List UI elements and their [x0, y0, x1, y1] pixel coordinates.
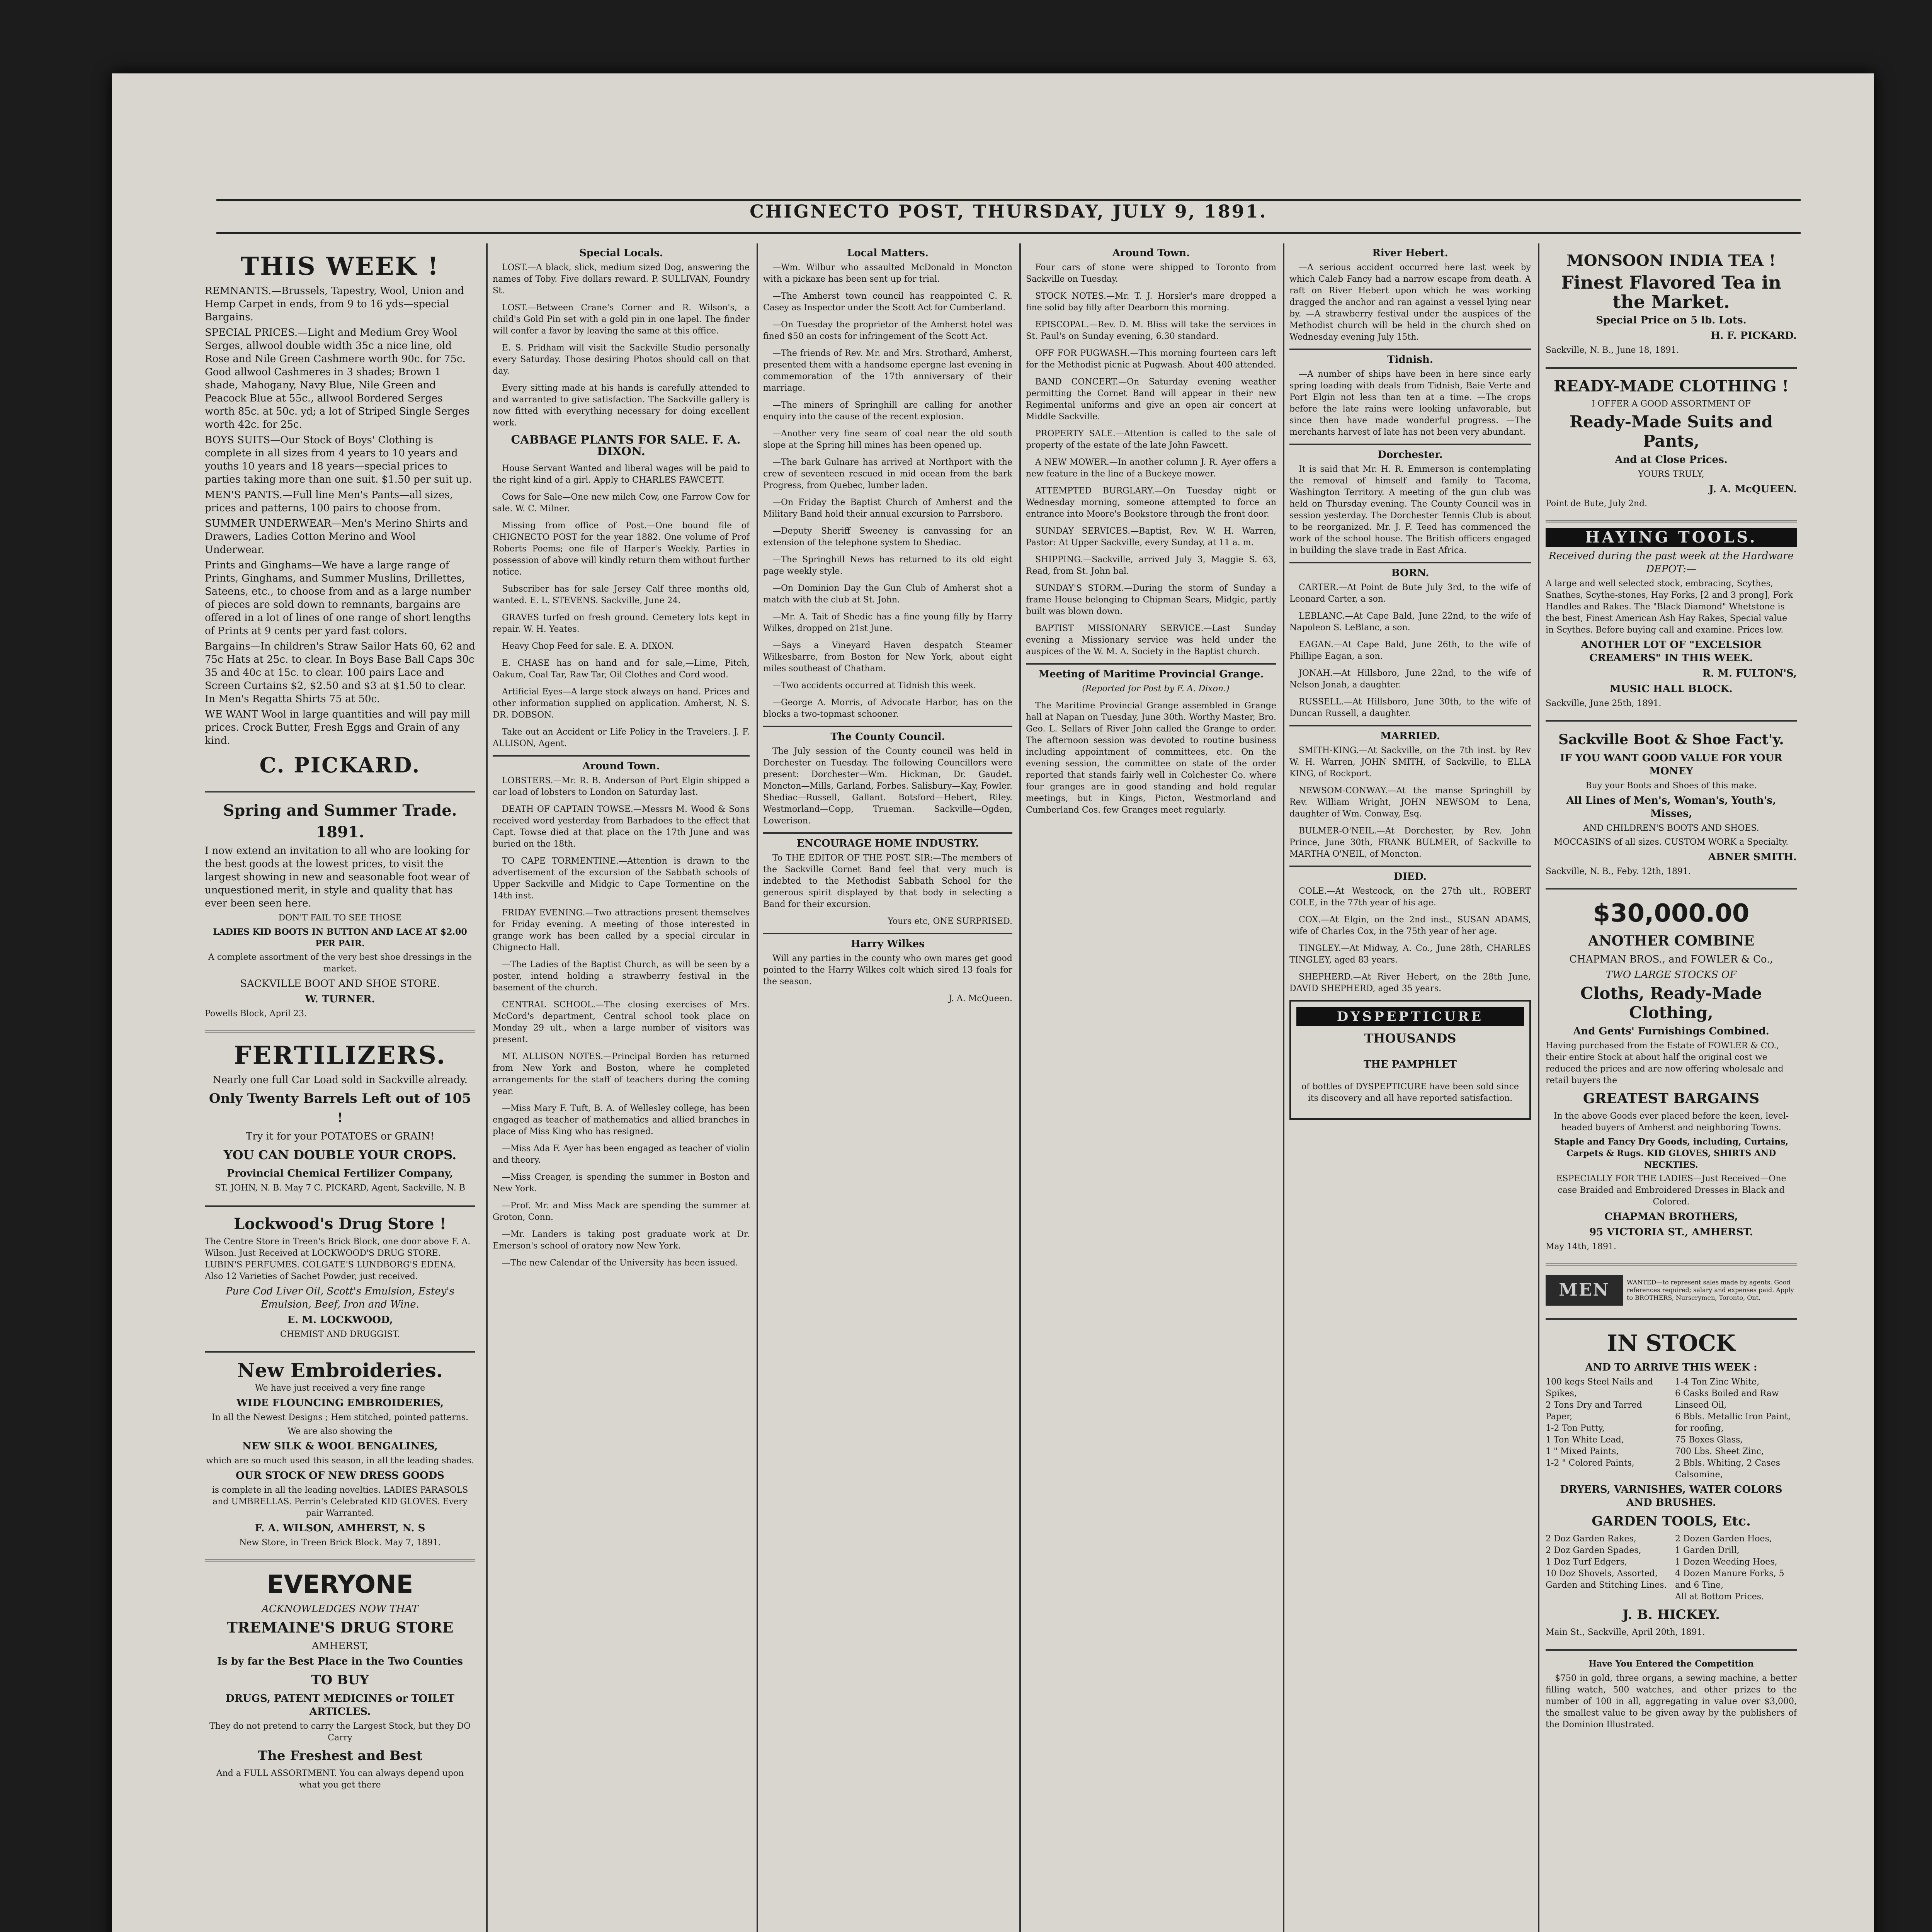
article-item: GRAVES turfed on fresh ground. Cemetery lots kept in repair. W. H. Yeates. — [493, 613, 750, 634]
ad-line: which are so much used this season, in all the leading shades. — [206, 1456, 474, 1466]
stock-item: 2 Doz Garden Spades, — [1546, 1546, 1641, 1555]
article-item: E. CHASE has on hand and for sale,—Lime, Pitch, Oakum, Coal Tar, Raw Tar, Oil Clothes and Cord wood. — [493, 658, 750, 680]
ad-line: They do not pretend to carry the Largest Stock, but they DO Carry — [209, 1721, 471, 1743]
article-item: LOBSTERS.—Mr. R. B. Anderson of Port Elgin shipped a car load of lobsters to London on Saturday last. — [493, 776, 750, 797]
ad-place: Point de Bute, July 2nd. — [1546, 499, 1648, 509]
ad-subtitle: Finest Flavored Tea in the Market. — [1561, 272, 1781, 312]
ad-line: Buy your Boots and Shoes of this make. — [1585, 781, 1757, 791]
article-item: —George A. Morris, of Advocate Harbor, has on the blocks a two-topmast schooner. — [763, 698, 1012, 719]
article-item: Missing from office of Post.—One bound file of CHIGNECTO POST for the year 1882. One volume of Prof Roberts Poems; one file of Harper's Weekly. Parties in possession of above will kindly return them without further notice. — [493, 521, 750, 577]
section-header: Tidnish. — [1387, 354, 1433, 366]
ad-line: GREATEST BARGAINS — [1583, 1090, 1760, 1107]
ad-title: MONSOON INDIA TEA ! — [1566, 252, 1776, 270]
ad-line: TWO LARGE STOCKS OF — [1605, 969, 1737, 981]
ad-title: IN STOCK — [1607, 1330, 1736, 1356]
embroideries-ad — [205, 1353, 475, 1561]
ready-made-ad — [1546, 369, 1797, 522]
stock-item: 1 " Mixed Paints, — [1546, 1447, 1619, 1456]
article-item: ATTEMPTED BURGLARY.—On Tuesday night or Wednesday morning, someone attempted to force an entrance into Moore's Bookstore through the front door. — [1026, 486, 1276, 519]
stock-item: 6 Casks Boiled and Raw Linseed Oil, — [1675, 1389, 1779, 1410]
article-item: SUNDAY'S STORM.—During the storm of Sunday a frame House belonging to Chipman Sears, Midgic, partly built was blown down. — [1026, 583, 1276, 616]
column-rule — [757, 243, 758, 1932]
ad-line: Prints and Ginghams—We have a large range of Prints, Ginghams, and Summer Muslins, Drillettes, Sateens, etc., to choose from and as a large number of pieces are sold down to remnants, bargains are offered in a lot of lines of one range of short lengths of Prints at 9 cents per yard fast colors. — [205, 560, 471, 637]
ad-body: The Centre Store in Treen's Brick Block, one door above F. A. Wilson. Just Received at LOCKWOOD'S DRUG STORE. LUBIN'S PERFUMES. COLGATE'S LUNDBORG'S EDENA. Also 12 Varieties of Sachet Powder, just received. — [205, 1237, 471, 1281]
ad-line: THE PAMPHLET — [1364, 1059, 1457, 1070]
article-item: —Prof. Mr. and Miss Mack are spending the summer at Groton, Conn. — [493, 1201, 750, 1222]
stock-item: 2 Bbls. Whiting, 2 Cases Calsomine, — [1675, 1458, 1781, 1480]
ad-place: Sackville, N. B., June 18, 1891. — [1546, 345, 1679, 355]
ad-line: A complete assortment of the very best shoe dressings in the market. — [208, 952, 472, 974]
article-body: To THE EDITOR OF THE POST. SIR:—The members of the Sackville Cornet Band feel that very much is indebted to the Methodist Sabbath School for the generous spirit displayed by that body in selecting a Band for their excursion. — [763, 853, 1012, 909]
article-item: STOCK NOTES.—Mr. T. J. Horsler's mare dropped a fine solid bay filly after Dearborn this morning. — [1026, 291, 1276, 313]
section-header: DIED. — [1393, 871, 1427, 883]
article-item: —Miss Creager, is spending the summer in Boston and New York. — [493, 1172, 750, 1194]
ad-line: YOU CAN DOUBLE YOUR CROPS. — [223, 1148, 457, 1162]
ad-title: FERTILIZERS. — [234, 1041, 446, 1070]
ad-line: In all the Newest Designs ; Hem stitched, pointed patterns. — [211, 1413, 469, 1422]
ad-line: ST. JOHN, N. B. May 7 C. PICKARD, Agent, Sackville, N. B — [215, 1183, 465, 1193]
stock-list — [1546, 1533, 1797, 1603]
section-header: Around Town. — [1112, 247, 1190, 259]
article-item: LOST.—Between Crane's Corner and R. Wilson's, a child's Gold Pin set with a gold pin in one lapel. The finder will confer a favor by leaving the same at this office. — [493, 303, 750, 336]
ad-line: WIDE FLOUNCING EMBROIDERIES, — [236, 1397, 444, 1409]
article-item: Cows for Sale—One new milch Cow, one Farrow Cow for sale. W. C. Milner. — [493, 492, 750, 514]
ad-line: Is by far the Best Place in the Two Counties — [217, 1656, 463, 1667]
section-header: BORN. — [1391, 567, 1429, 579]
article-item: E. S. Pridham will visit the Sackville Studio personally every Saturday. Those desiring Photos should call on that day. — [493, 343, 750, 376]
ad-line: AND CHILDREN'S BOOTS AND SHOES. — [1583, 823, 1759, 833]
newspaper-page — [112, 73, 1874, 1932]
section-header: Meeting of Maritime Provincial Grange. — [1038, 668, 1264, 680]
column-rule — [1019, 243, 1021, 1932]
divider — [1289, 562, 1531, 563]
article-item: CABBAGE PLANTS FOR SALE. F. A. DIXON. — [511, 433, 741, 458]
ad-body: WANTED—to represent sales made by agents. Good references required; salary and expenses paid. Apply to BROTHERS, Nurserymen, Toronto, Ont. — [1627, 1279, 1794, 1301]
ad-title: HAYING TOOLS. — [1546, 528, 1797, 547]
ad-line: Staple and Fancy Dry Goods, including, Curtains, Carpets & Rugs. KID GLOVES, SHIRTS AND NECKTIES. — [1554, 1137, 1789, 1170]
article-item: CENTRAL SCHOOL.—The closing exercises of Mrs. McCord's department, Central school took place on Monday 29 ult., when a large number of visitors was present. — [493, 1000, 750, 1044]
ad-line: We have just received a very fine range — [255, 1383, 425, 1393]
ad-line: IF YOU WANT GOOD VALUE FOR YOUR MONEY — [1560, 752, 1782, 777]
stock-item: 1-2 Ton Putty, — [1546, 1423, 1605, 1433]
notice-item: COLE.—At Westcock, on the 27th ult., ROBERT COLE, in the 77th year of his age. — [1289, 886, 1531, 908]
section-header: The County Council. — [830, 731, 945, 743]
ad-title: READY-MADE CLOTHING ! — [1553, 377, 1789, 395]
stock-item: 100 kegs Steel Nails and Spikes, — [1546, 1377, 1653, 1398]
ad-line: ACKNOWLEDGES NOW THAT — [262, 1603, 418, 1615]
ad-line: NEW SILK & WOOL BENGALINES, — [242, 1440, 438, 1452]
article-item: PROPERTY SALE.—Attention is called to the sale of property of the estate of the late John Fawcett. — [1026, 429, 1276, 450]
ad-line: Special Price on 5 lb. Lots. — [1596, 315, 1747, 326]
article-item: Artificial Eyes—A large stock always on hand. Prices and other information supplied on application. Amherst, N. S. DR. DOBSON. — [493, 687, 750, 720]
stock-item: Garden and Stitching Lines. — [1546, 1580, 1667, 1590]
article-item: —The Ladies of the Baptist Church, as will be seen by a poster, intend holding a strawberry festival in the basement of the church. — [493, 960, 750, 993]
column-rule — [1538, 243, 1539, 1932]
ad-line: Ready-Made Suits and Pants, — [1569, 412, 1773, 451]
section-header: Around Town. — [582, 760, 660, 772]
section-header: Have You Entered the Competition — [1588, 1659, 1754, 1669]
article-item: Heavy Chop Feed for sale. E. A. DIXON. — [502, 641, 674, 651]
ad-line: LADIES KID BOOTS IN BUTTON AND LACE AT $2.00 PER PAIR. — [213, 927, 467, 949]
turner-ad — [205, 793, 475, 1032]
article-body: Will any parties in the county who own mares get good pointed to the Harry Wilkes colt which sired 13 foals for the season. — [763, 954, 1012, 986]
divider — [763, 933, 1012, 934]
ad-line: Provincial Chemical Fertilizer Company, — [227, 1168, 453, 1179]
article-item: BAPTIST MISSIONARY SERVICE.—Last Sunday evening a Missionary service was held under the auspices of the W. M. A. Society in the Baptist church. — [1026, 624, 1276, 656]
ad-place: Sackville, N. B., Feby. 12th, 1891. — [1546, 867, 1691, 876]
in-stock-ad — [1546, 1320, 1797, 1651]
column-1 — [205, 243, 475, 1932]
column-3 — [763, 243, 1012, 1932]
lockwood-ad — [205, 1207, 475, 1353]
ad-body: of bottles of DYSPEPTICURE have been sold since its discovery and all have reported satisfaction. — [1301, 1082, 1519, 1103]
article-item: House Servant Wanted and liberal wages will be paid to the right kind of a girl. Apply to CHARLES FAWCETT. — [493, 464, 750, 485]
stock-item: 1 Ton White Lead, — [1546, 1435, 1624, 1445]
advertiser-name: E. M. LOCKWOOD, — [287, 1314, 393, 1326]
article-body: It is said that Mr. H. R. Emmerson is contemplating the removal of himself and family to Tacoma, Washington Territory. A meeting of the gun club was held on Thursday evening. The County Council was in session yesterday. The Dorchester Tennis Club is about to be reorganized. Mr. J. F. Teed has commenced the work of the school house. The British officers engaged in building the slave trade in East Africa. — [1289, 464, 1531, 555]
notice-item: JONAH.—At Hillsboro, June 22nd, to the wife of Nelson Jonah, a daughter. — [1289, 668, 1531, 690]
ad-line: SUMMER UNDERWEAR—Men's Merino Shirts and Drawers, Ladies Cotton Merino and Wool Underwear. — [205, 518, 468, 556]
article-item: —Miss Mary F. Tuft, B. A. of Wellesley college, has been engaged as teacher of mathematics and allied branches in place of Miss King who has resigned. — [493, 1104, 750, 1136]
advertiser-name: CHAPMAN BROTHERS, — [1604, 1211, 1738, 1223]
article-item: —Miss Ada F. Ayer has been engaged as teacher of violin and theory. — [493, 1144, 750, 1165]
masthead — [216, 201, 1801, 234]
masthead-text: CHIGNECTO POST, THURSDAY, JULY 9, 1891. — [750, 201, 1267, 222]
article-item: DEATH OF CAPTAIN TOWSE.—Messrs M. Wood & Sons received word yesterday from Barbadoes to the effect that Capt. Towse died at that place on the 17th June and was buried on the 18th. — [493, 804, 750, 849]
advertiser-name: W. TURNER. — [305, 993, 375, 1005]
ad-line: CHEMIST AND DRUGGIST. — [280, 1330, 400, 1339]
stock-item: All at Bottom Prices. — [1675, 1592, 1764, 1602]
ad-line: The Freshest and Best — [257, 1748, 423, 1764]
advertiser-name: ABNER SMITH. — [1708, 851, 1797, 863]
article-signature: J. A. McQueen. — [948, 994, 1012, 1003]
ad-line: And a FULL ASSORTMENT. You can always depend upon what you get there — [216, 1769, 464, 1790]
ad-line: GARDEN TOOLS, Etc. — [1592, 1514, 1751, 1529]
ad-line: DRUGS, PATENT MEDICINES or TOILET ARTICLES. — [226, 1693, 454, 1718]
ad-line: 95 VICTORIA ST., AMHERST. — [1589, 1226, 1753, 1238]
advertiser-name: R. M. FULTON'S, — [1702, 668, 1797, 679]
section-header: River Hebert. — [1372, 247, 1448, 259]
ad-line: SACKVILLE BOOT AND SHOE STORE. — [240, 978, 440, 990]
article-item: Every sitting made at his hands is carefully attended to and warranted to give satisfaction. The Sackville gallery is now fitted with everything necessary for doing excellent work. — [493, 383, 750, 428]
advertiser-name: H. F. PICKARD. — [1710, 330, 1797, 342]
stock-item: 4 Dozen Manure Forks, 5 and 6 Tine, — [1675, 1569, 1784, 1590]
ad-line: ANOTHER COMBINE — [1588, 933, 1755, 949]
column-rule — [486, 243, 488, 1932]
ad-line: WE WANT Wool in large quantities and will pay mill prices. Crock Butter, Fresh Eggs and Grain of any kind. — [205, 709, 470, 747]
stock-item: 1 Doz Turf Edgers, — [1546, 1557, 1627, 1567]
ad-title: New Embroideries. — [237, 1359, 443, 1382]
dyspepticure-ad — [1289, 1000, 1531, 1120]
section-header: Local Matters. — [847, 247, 929, 259]
section-header: MARRIED. — [1380, 730, 1440, 742]
article-item: —Wm. Wilbur who assaulted McDonald in Moncton with a pickaxe has been sent up for trial. — [763, 263, 1012, 284]
ad-line: Nearly one full Car Load sold in Sackville already. — [213, 1074, 468, 1086]
divider — [763, 832, 1012, 834]
ad-line: BOYS SUITS—Our Stock of Boys' Clothing is complete in all sizes from 4 years to 10 years and youths 10 years and 18 years—special prices to parties taking more than one suit. $1.50 per suit up. — [205, 434, 472, 485]
ad-body: Having purchased from the Estate of FOWLER & CO., their entire Stock at about half the original cost we reduced the prices and are now offering wholesale and retail buyers the — [1546, 1041, 1784, 1085]
stock-item: 1-2 " Colored Paints, — [1546, 1458, 1634, 1468]
article-item: —On Dominion Day the Gun Club of Amherst shot a match with the club at St. John. — [763, 583, 1012, 605]
section-header: Dorchester. — [1378, 449, 1443, 461]
ad-line: MUSIC HALL BLOCK. — [1610, 683, 1733, 695]
stock-item: 6 Bbls. Metallic Iron Paint, for roofing, — [1675, 1412, 1791, 1433]
ad-line: YOURS TRULY, — [1638, 469, 1704, 479]
ad-line: In the above Goods ever placed before the keen, level-headed buyers of Amherst and neighboring Towns. — [1553, 1111, 1789, 1133]
article-item: —Deputy Sheriff Sweeney is canvassing for an extension of the telephone system to Shediac. — [763, 526, 1012, 548]
column-rule — [1283, 243, 1284, 1932]
ad-line: DON'T FAIL TO SEE THOSE — [278, 913, 402, 923]
ad-place: May 14th, 1891. — [1546, 1242, 1617, 1252]
ad-line: ANOTHER LOT OF "EXCELSIOR CREAMERS" IN THIS WEEK. — [1581, 639, 1762, 664]
article-item: OFF FOR PUGWASH.—This morning fourteen cars left for the Methodist picnic at Pugwash. About 400 attended. — [1026, 349, 1276, 370]
article-item: EPISCOPAL.—Rev. D. M. Bliss will take the services in St. Paul's on Sunday evening, 6.30 standard. — [1026, 320, 1276, 341]
article-item: FRIDAY EVENING.—Two attractions present themselves for Friday evening. A meeting of those interested in grange work has been called by a special circular in Chignecto Hall. — [493, 908, 750, 952]
haying-tools-ad — [1546, 522, 1797, 722]
ad-subtitle: Received during the past week at the Hardware DEPOT:— — [1549, 550, 1794, 575]
ad-title: EVERYONE — [267, 1570, 413, 1599]
article-body: —A number of ships have been in here since early spring loading with deals from Tidnish, Baie Verte and Port Elgin not less than ten at a time. —The crops before the late rains were looking unfavorable, but since then have made wonderful progress. —The merchants harvest of late has not been very abundant. — [1289, 369, 1531, 437]
ad-title: Sackville Boot & Shoe Fact'y. — [1558, 731, 1784, 748]
ad-line: ESPECIALLY FOR THE LADIES—Just Received—One case Braided and Embroidered Dresses in Black and Colored. — [1556, 1174, 1786, 1207]
column-4 — [1026, 243, 1276, 1932]
stock-item: 700 Lbs. Sheet Zinc, — [1675, 1447, 1764, 1456]
article-body: The Maritime Provincial Grange assembled in Grange hall at Napan on Tuesday, June 30th. Worthy Master, Bro. Geo. L. Sellars of River John called the Grange to order. The afternoon session was devoted to routine business including appointment of committees, etc. On the evening session, the committee on state of the order reported that stands fairly well in Colchester Co. where four granges are in good standing and hold regular meetings, but in Kings, Picton, Westmorland and Cumberland Cos. few Granges meet regularly. — [1026, 701, 1276, 815]
article-item: —On Friday the Baptist Church of Amherst and the Military Band hold their annual excursion to Parrsboro. — [763, 498, 1012, 519]
article-item: —The friends of Rev. Mr. and Mrs. Strothard, Amherst, presented them with a handsome epergne last evening in commemoration of the 17th anniversary of their marriage. — [763, 349, 1012, 393]
advertiser-name: J. A. McQUEEN. — [1709, 483, 1797, 495]
notice-item: EAGAN.—At Cape Bald, June 26th, to the wife of Phillipe Eagan, a son. — [1289, 640, 1531, 661]
article-item: —Mr. A. Tait of Shedic has a fine young filly by Harry Wilkes, dropped on 21st June. — [763, 612, 1012, 633]
notice-item: NEWSOM-CONWAY.—At the manse Springhill by Rev. William Wright, JOHN NEWSOM to Lena, daughter of Wm. Conway, Esq. — [1289, 786, 1531, 819]
stock-item: 1-4 Ton Zinc White, — [1675, 1377, 1760, 1387]
advertiser-name: C. PICKARD. — [259, 753, 421, 777]
ad-line: OUR STOCK OF NEW DRESS GOODS — [236, 1470, 444, 1481]
article-body: —A serious accident occurred here last week by which Caleb Fancy had a narrow escape from death. A raft on River Hebert upon which he was working dragged the anchor and ran against a vessel lying near by. —A strawberry festival under the auspices of the Methodist church will be held in the church shed on Wednesday evening July 15th. — [1289, 263, 1531, 342]
tea-ad — [1546, 243, 1797, 369]
ad-line: MEN'S PANTS.—Full line Men's Pants—all sizes, prices and patterns, 100 pairs to choose from. — [205, 489, 453, 514]
ad-line: Bargains—In children's Straw Sailor Hats 60, 62 and 75c Hats at 25c. to clear. In Boys Base Ball Caps 30c 35 and 40c at 15c. to clear. 100 pairs Lace and Screen Curtains $2, $2.50 and $3 at $1.50 to clear. In Men's Regatta Shirts 75 at 50c. — [205, 641, 475, 705]
article-item: —Another very fine seam of coal near the old south slope at the Spring hill mines has been opened up. — [763, 429, 1012, 450]
ad-line: SPECIAL PRICES.—Light and Medium Grey Wool Serges, allwool double width 35c a nice line, old Rose and Nile Green Cashmere worth 90c. for 75c. Good allwool Cashmeres in 3 shades; Brown 1 shade, Mahogany, Navy Blue, Nile Green and Peacock Blue at 55c., allwool Bordered Serges worth 85c. at 50c. yd; a lot of Striped Single Serges worth 42c. for 25c. — [205, 327, 470, 430]
ad-place: New Store, in Treen Brick Block. May 7, 1891. — [239, 1538, 441, 1548]
article-item: —The miners of Springhill are calling for another enquiry into the cause of the recent explosion. — [763, 400, 1012, 422]
stock-item: 1 Garden Drill, — [1675, 1546, 1740, 1555]
article-item: Subscriber has for sale Jersey Calf three months old, wanted. E. L. STEVENS. Sackville, June 24. — [493, 584, 750, 605]
advertiser-name: J. B. HICKEY. — [1622, 1607, 1720, 1622]
divider — [1289, 349, 1531, 350]
article-byline: (Reported for Post by F. A. Dixon.) — [1082, 684, 1230, 694]
stock-item: 75 Boxes Glass, — [1675, 1435, 1743, 1445]
notice-item: SHEPHERD.—At River Hebert, on the 28th June, DAVID SHEPHERD, aged 35 years. — [1289, 972, 1531, 993]
this-week-title: THIS WEEK ! — [240, 252, 440, 281]
ad-line: All Lines of Men's, Woman's, Youth's, Misses, — [1566, 795, 1776, 820]
article-item: BAND CONCERT.—On Saturday evening weather permitting the Cornet Band will appear in their new Regimental uniforms and give an open air concert at Middle Sackville. — [1026, 377, 1276, 422]
ad-line: Try it for your POTATOES or GRAIN! — [245, 1131, 435, 1142]
article-item: SUNDAY SERVICES.—Baptist, Rev. W. H. Warren, Pastor: At Upper Sackville, every Sunday, at 11 a. m. — [1026, 526, 1276, 548]
notice-item: BULMER-O'NEIL.—At Dorchester, by Rev. John Prince, June 30th, FRANK BULMER, of Sackville to MARTHA O'NEIL, of Moncton. — [1289, 826, 1531, 859]
tremaine-ad — [205, 1561, 475, 1802]
notice-item: CARTER.—At Point de Bute July 3rd, to the wife of Leonard Carter, a son. — [1289, 583, 1531, 604]
column-2 — [493, 243, 750, 1932]
article-item: TO CAPE TORMENTINE.—Attention is drawn to the advertisement of the excursion of the Sabbath schools of Upper Sackville and Midgic to Cape Tormentine on the 14th inst. — [493, 856, 750, 901]
ad-title: Lockwood's Drug Store ! — [233, 1215, 447, 1233]
ad-place: Main St., Sackville, April 20th, 1891. — [1546, 1628, 1705, 1637]
divider — [1289, 725, 1531, 726]
article-body: The July session of the County council was held in Dorchester on Tuesday. The following Councillors were present: Dorchester—Wm. Hickman, Dr. Gaudet. Moncton—Mills, Garland, Forbes. Salisbury—Kay, Fowler. Shediac—Russell, Gallant. Botsford—Hebert, Riley. Westmorland—Copp, Trueman. Sackville—Ogden, Lowerison. — [763, 747, 1012, 826]
ad-line: Only Twenty Barrels Left out of 105 ! — [209, 1091, 471, 1126]
article-item: Take out an Accident or Life Policy in the Travelers. J. F. ALLISON, Agent. — [493, 727, 750, 748]
notice-item: COX.—At Elgin, on the 2nd inst., SUSAN ADAMS, wife of Charles Cox, in the 75th year of her age. — [1289, 915, 1531, 936]
article-item: —Mr. Landers is taking post graduate work at Dr. Emerson's school of oratory now New York. — [493, 1230, 750, 1251]
divider — [1026, 663, 1276, 665]
ad-line: CHAPMAN BROS., and FOWLER & Co., — [1569, 954, 1773, 965]
ad-line: THOUSANDS — [1364, 1031, 1456, 1046]
ad-title: Spring and Summer Trade. — [223, 801, 457, 820]
section-header: ENCOURAGE HOME INDUSTRY. — [796, 838, 979, 849]
section-header: Harry Wilkes — [851, 938, 925, 950]
stock-item: 10 Doz Shovels, Assorted, — [1546, 1569, 1658, 1578]
stock-item: 2 Doz Garden Rakes, — [1546, 1534, 1636, 1544]
article-item: MT. ALLISON NOTES.—Principal Borden has returned from New York and Boston, where he completed arrangements for the staff of teachers during the coming year. — [493, 1052, 750, 1096]
ad-year: 1891. — [316, 823, 364, 841]
article-item: A NEW MOWER.—In another column J. R. Ayer offers a new feature in the line of a Buckeye mower. — [1026, 457, 1276, 479]
fertilizer-ad — [205, 1032, 475, 1207]
ad-line: DRYERS, VARNISHES, WATER COLORS AND BRUSHES. — [1560, 1484, 1782, 1509]
men-stamp: MEN — [1546, 1275, 1623, 1306]
ad-line: is complete in all the leading novelties. LADIES PARASOLS and UMBRELLAS. Perrin's Celebrated KID GLOVES. Every pair Warranted. — [212, 1485, 468, 1518]
ad-title: DYSPEPTICURE — [1296, 1007, 1524, 1026]
stock-item: 1 Dozen Weeding Hoes, — [1675, 1557, 1777, 1567]
divider — [1289, 444, 1531, 445]
article-item: —The bark Gulnare has arrived at Northport with the crew of seventeen rescued in mid ocean from the bark Progress, from Quebec, lumber laden. — [763, 457, 1012, 490]
stock-list — [1546, 1376, 1797, 1481]
ad-line: AMHERST, — [311, 1640, 369, 1652]
article-item: —The Amherst town council has reappointed C. R. Casey as Inspector under the Scott Act for Cumberland. — [763, 291, 1012, 313]
notice-item: TINGLEY.—At Midway, A. Co., June 28th, CHARLES TINGLEY, aged 83 years. — [1289, 944, 1531, 965]
ad-subtitle: AND TO ARRIVE THIS WEEK : — [1585, 1362, 1757, 1373]
combine-ad — [1546, 890, 1797, 1265]
divider — [763, 726, 1012, 727]
notice-item: LEBLANC.—At Cape Bald, June 22nd, to the wife of Napoleon S. LeBlanc, a son. — [1289, 611, 1531, 633]
ad-body: A large and well selected stock, embracing, Scythes, Snathes, Scythe-stones, Hay Forks, [2 and 3 prong], Fork Handles and Rakes. The "Black Diamond" Whetstone is the best, Finest American Ash Hay Rakes, Special value in Scythes. Before buying call and examine. Prices low. — [1546, 579, 1793, 635]
article-item: Four cars of stone were shipped to Toronto from Sackville on Tuesday. — [1026, 263, 1276, 284]
advertiser-name: F. A. WILSON, AMHERST, N. S — [255, 1522, 425, 1534]
men-wanted-ad — [1546, 1265, 1797, 1320]
ad-body: I now extend an invitation to all who are looking for the best goods at the lowest prices, to visit the largest showing in new and seasonable foot wear of unquestioned merit, in style and quality that has ever been seen here. — [205, 845, 470, 909]
divider — [493, 755, 750, 757]
notice-item: RUSSELL.—At Hillsboro, June 30th, to the wife of Duncan Russell, a daughter. — [1289, 697, 1531, 718]
notice-item: SMITH-KING.—At Sackville, on the 7th inst. by Rev W. H. Warren, JOHN SMITH, of Sackville, to ELLA KING, of Rockport. — [1289, 746, 1531, 779]
column-5 — [1289, 243, 1531, 1932]
column-6 — [1546, 243, 1797, 1932]
ad-place: Sackville, June 25th, 1891. — [1546, 699, 1662, 708]
article-item: —On Tuesday the proprietor of the Amherst hotel was fined $50 an costs for infringement of the Scott Act. — [763, 320, 1012, 341]
divider — [1289, 866, 1531, 867]
section-header: Special Locals. — [579, 247, 663, 259]
this-week-ad — [205, 243, 475, 793]
article-signature: Yours etc, ONE SURPRISED. — [888, 917, 1012, 926]
ad-line: Pure Cod Liver Oil, Scott's Emulsion, Estey's Emulsion, Beef, Iron and Wine. — [226, 1286, 454, 1310]
ad-line: We are also showing the — [287, 1427, 393, 1436]
stock-item: 2 Tons Dry and Tarred Paper, — [1546, 1400, 1642, 1422]
stock-item: 2 Dozen Garden Hoes, — [1675, 1534, 1772, 1544]
ad-line: And at Close Prices. — [1615, 454, 1728, 466]
competition-notice — [1546, 1651, 1797, 1731]
boot-factory-ad — [1546, 722, 1797, 890]
ad-line: I OFFER A GOOD ASSORTMENT OF — [1591, 399, 1751, 409]
ad-line: MOCCASINS of all sizes. CUSTOM WORK a Specialty. — [1554, 837, 1789, 847]
ad-line: TREMAINE'S DRUG STORE — [226, 1619, 454, 1636]
ad-place: Powells Block, April 23. — [205, 1009, 307, 1019]
article-body: $750 in gold, three organs, a sewing machine, a better filling watch, 500 watches, and other prizes to the number of 100 in all, aggregating in value over $3,000, the smallest value to be given away by the publishers of the Dominion Illustrated. — [1546, 1673, 1797, 1730]
ad-line: And Gents' Furnishings Combined. — [1573, 1026, 1769, 1037]
ad-line: Cloths, Ready-Made Clothing, — [1580, 984, 1762, 1022]
ad-line: TO BUY — [311, 1672, 369, 1688]
article-item: SHIPPING.—Sackville, arrived July 3, Maggie S. 63, Read, from St. John bal. — [1026, 555, 1276, 576]
article-item: —The Springhill News has returned to its old eight page weekly style. — [763, 555, 1012, 576]
article-item: —The new Calendar of the University has been issued. — [502, 1258, 738, 1268]
ad-line: REMNANTS.—Brussels, Tapestry, Wool, Union and Hemp Carpet in ends, from 9 to 16 yds—special Bargains. — [205, 285, 464, 323]
article-item: —Says a Vineyard Haven despatch Steamer Wilkesbarre, from Boston for New York, about eight miles southeast of Chatham. — [763, 641, 1012, 673]
article-item: LOST.—A black, slick, medium sized Dog, answering the names of Toby. Five dollars reward. P. SULLIVAN, Foundry St. — [493, 263, 750, 296]
article-item: —Two accidents occurred at Tidnish this week. — [772, 681, 976, 690]
ad-amount: $30,000.00 — [1593, 899, 1750, 928]
